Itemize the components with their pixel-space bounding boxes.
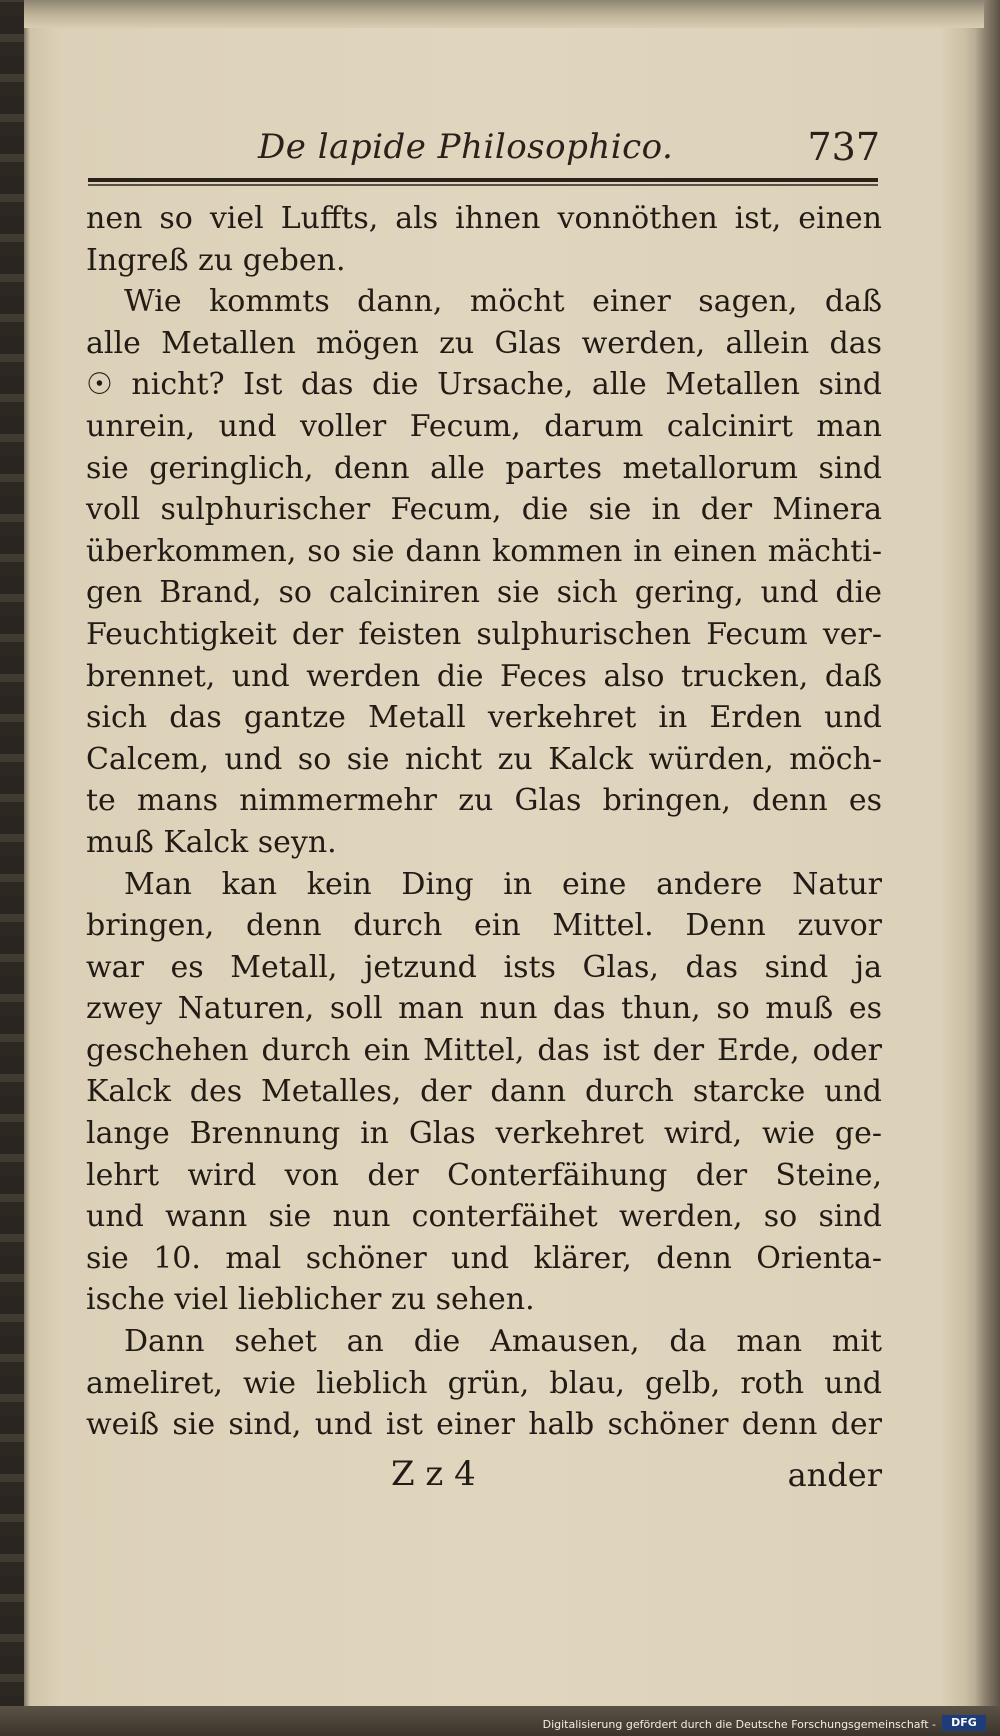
body-text: [86, 198, 882, 1446]
signature-mark: Z z 4: [391, 1454, 476, 1494]
text-line: sie 10. mal schöner und klärer, denn Orienta-: [86, 1240, 882, 1276]
text-line: überkommen, so sie dann kommen in einen mächti-: [86, 533, 882, 569]
text-line: ameliret, wie lieblich grün, blau, gelb, roth und: [86, 1365, 882, 1401]
text-line: Feuchtigkeit der feisten sulphurischen Fecum ver-: [86, 616, 882, 652]
text-line: gen Brand, so calciniren sie sich gering, und die: [86, 575, 882, 611]
text-line: unrein, und voller Fecum, darum calcinirt man: [86, 408, 882, 444]
catchword: ander: [787, 1456, 882, 1494]
text-line: te mans nimmermehr zu Glas bringen, denn es: [86, 783, 882, 819]
text-line: ische viel lieblicher zu sehen.: [86, 1282, 535, 1318]
text-line: lehrt wird von der Conterfäihung der Steine,: [86, 1157, 882, 1193]
page-top-shadow: [24, 0, 984, 28]
text-line: sich das gantze Metall verkehret in Erden und: [86, 700, 882, 736]
text-line: sie geringlich, denn alle partes metallorum sind: [86, 450, 882, 486]
text-line: lange Brennung in Glas verkehret wird, wie ge-: [86, 1116, 882, 1152]
running-title: De lapide Philosophico.: [258, 127, 674, 167]
text-line: alle Metallen mögen zu Glas werden, allein das: [86, 325, 882, 361]
header-rule-thin: [88, 184, 878, 186]
text-line: war es Metall, jetzund ists Glas, das sind ja: [86, 949, 882, 985]
text-line: ☉ nicht? Ist das die Ursache, alle Metallen sind: [86, 367, 882, 403]
adjacent-page-edge: [0, 0, 24, 1736]
text-line: und wann sie nun conterfäihet werden, so sind: [86, 1199, 882, 1235]
text-line: Man kan kein Ding in eine andere Natur: [124, 866, 882, 902]
text-line: Dann sehet an die Amausen, da man mit: [124, 1324, 882, 1360]
text-line: weiß sie sind, und ist einer halb schöner denn der: [86, 1407, 882, 1443]
page-footer: [86, 1454, 882, 1504]
page-header: [230, 125, 880, 175]
text-line: Kalck des Metalles, der dann durch starcke und: [86, 1074, 882, 1110]
text-line: Ingreß zu geben.: [86, 242, 346, 278]
text-line: geschehen durch ein Mittel, das ist der Erde, oder: [86, 1032, 882, 1068]
header-rule: [88, 178, 878, 182]
text-line: nen so viel Luffts, als ihnen vonnöthen ist, einen: [86, 201, 882, 236]
text-line: brennet, und werden die Feces also trucken, daß: [86, 658, 882, 694]
digitization-credit: Digitalisierung gefördert durch die Deutsche Forschungsgemeinschaft -: [542, 1718, 936, 1731]
text-line: voll sulphurischer Fecum, die sie in der Minera: [86, 492, 882, 528]
dfg-logo: DFG: [942, 1715, 986, 1731]
text-line: Calcem, und so sie nicht zu Kalck würden, möch-: [86, 741, 882, 777]
text-line: zwey Naturen, soll man nun das thun, so muß es: [86, 991, 882, 1027]
text-line: muß Kalck seyn.: [86, 824, 337, 860]
text-line: bringen, denn durch ein Mittel. Denn zuvor: [86, 908, 882, 944]
text-line: Wie kommts dann, möcht einer sagen, daß: [124, 284, 882, 320]
page-number: 737: [807, 125, 880, 169]
